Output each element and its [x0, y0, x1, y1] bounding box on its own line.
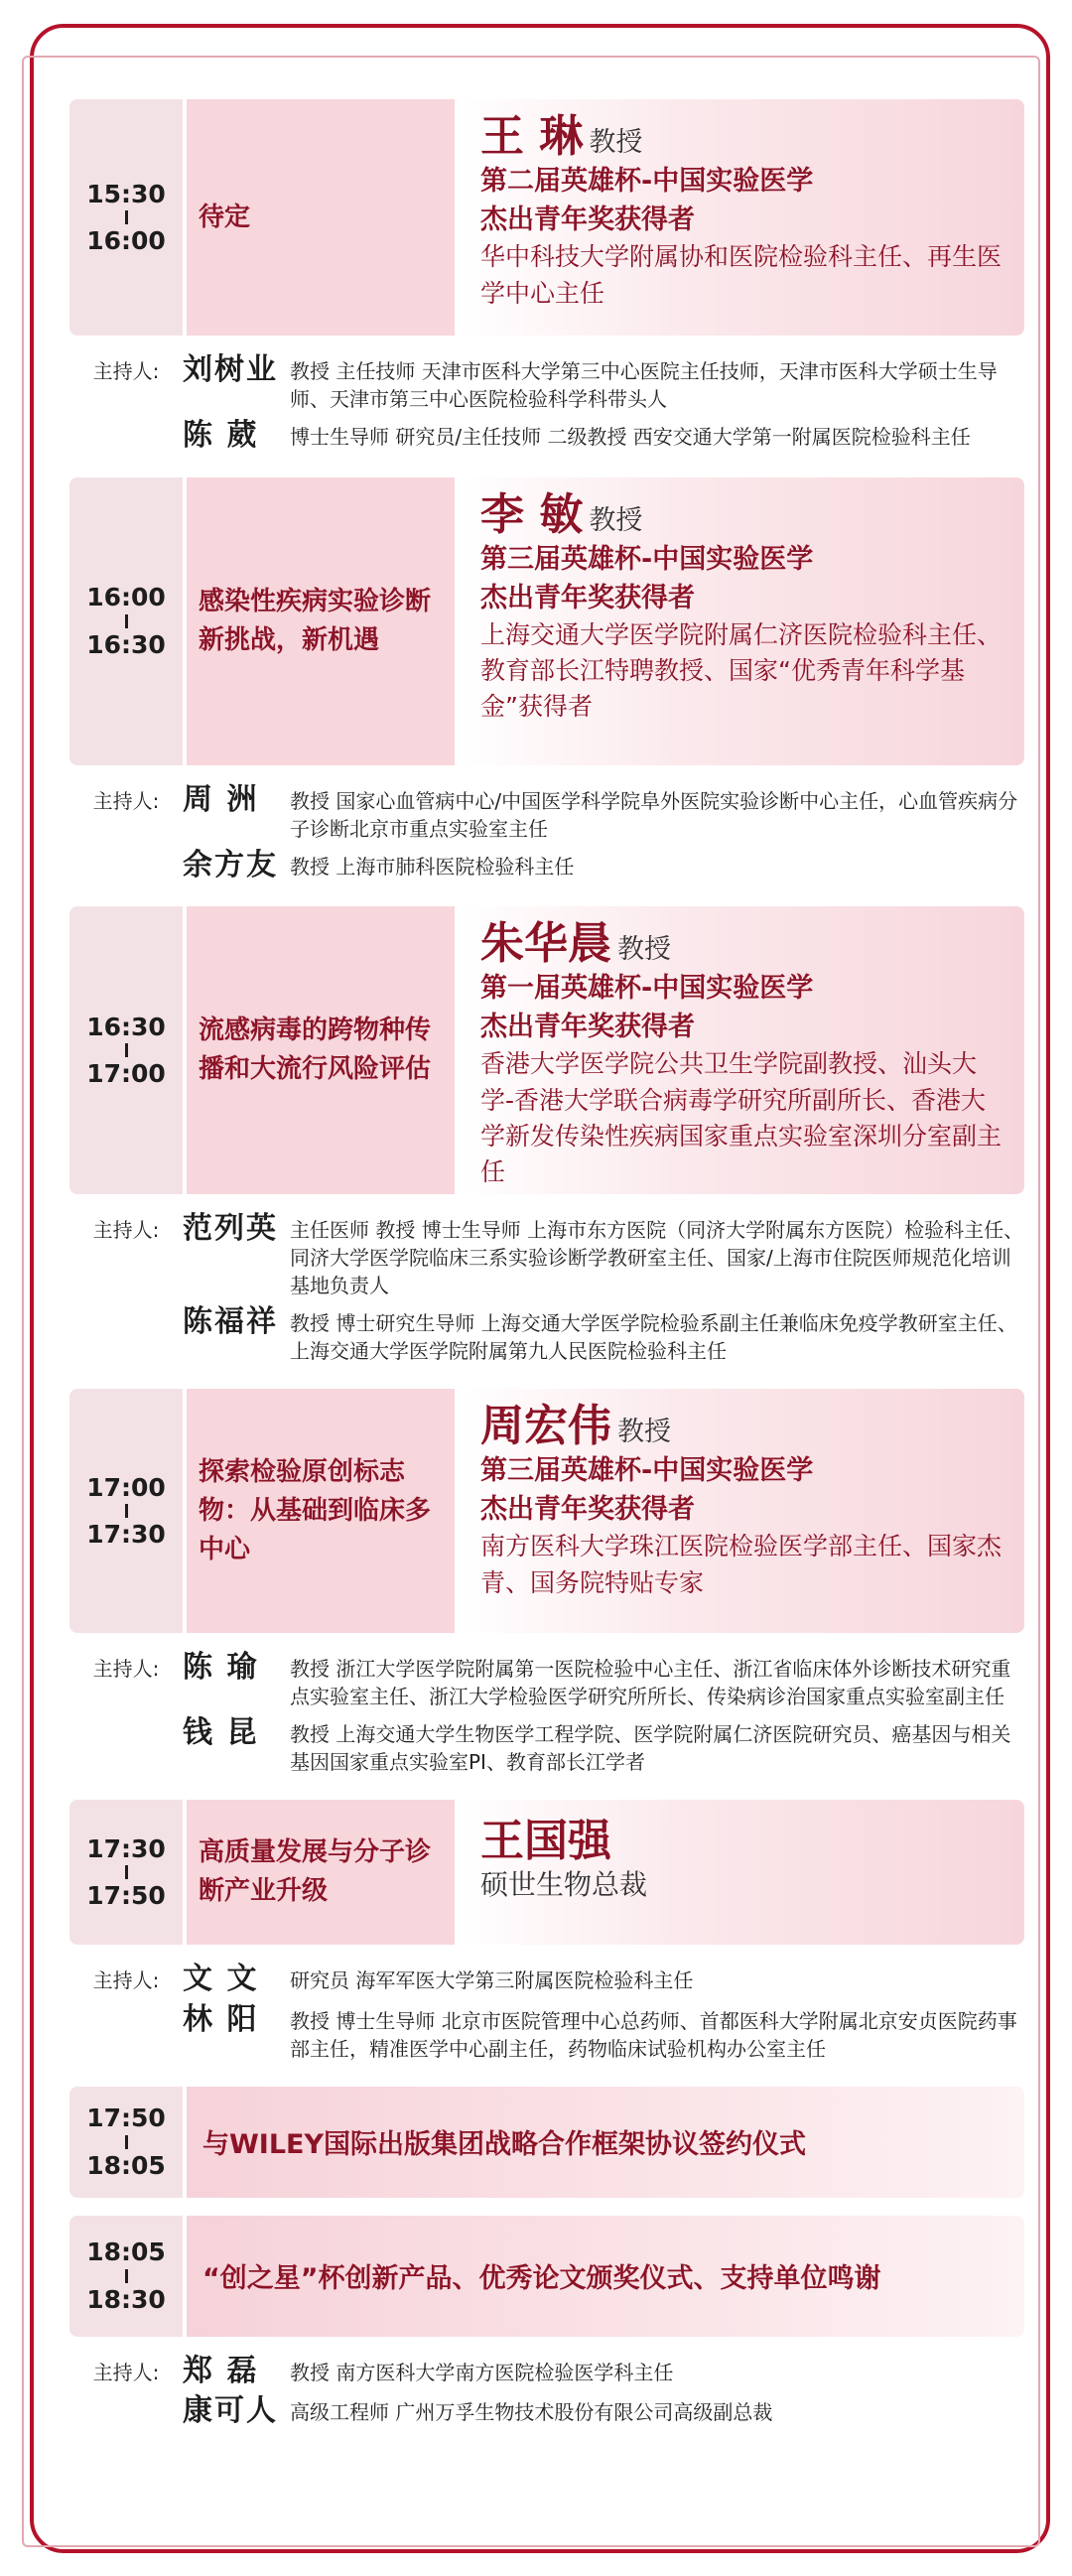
- host: [183, 783, 1024, 843]
- host: [183, 2355, 1024, 2389]
- session-time: 18:05 18:30: [69, 2216, 183, 2337]
- host-desc: 博士生导师 研究员/主任技师 二级教授 西安交通大学第一附属医院检验科主任: [290, 425, 971, 449]
- speaker-award: 第一届英雄杯-中国实验医学 杰出青年奖获得者: [480, 973, 814, 1043]
- host-desc: 教授 博士生导师 北京市医院管理中心总药师、首都医科大学附属北京安贞医院药事部主任，精准医学中心副主任，药物临床试验机构办公室主任: [290, 2008, 1017, 2061]
- session-topic: 感染性疾病实验诊断新挑战，新机遇: [187, 477, 455, 765]
- host-desc: 教授 南方医科大学南方医院检验医学科主任: [290, 2360, 674, 2384]
- host-desc: 教授 主任技师 天津市医科大学第三中心医院主任技师，天津市医科大学硕士生导师、天津市第三中心医院检验科学科带头人: [290, 359, 998, 411]
- session-3: [69, 906, 1024, 1194]
- wide-session-2: [69, 2216, 1024, 2337]
- speaker-award: 第三届英雄杯-中国实验医学 杰出青年奖获得者: [480, 543, 814, 613]
- hosts-label: 主持人:: [92, 1657, 160, 1681]
- session-time: 16:30 17:00: [69, 906, 183, 1194]
- session-topic: 待定: [187, 99, 455, 336]
- session-topic: 与WILEY国际出版集团战略合作框架协议签约仪式: [187, 2087, 1024, 2198]
- hosts-2: [69, 783, 1024, 889]
- host: [183, 2003, 1024, 2063]
- host-name: 文 文: [183, 1962, 259, 1996]
- speaker-affiliation: 硕世生物总裁: [480, 1868, 648, 1902]
- host: [183, 1651, 1024, 1710]
- host-desc: 教授 国家心血管病中心/中国医学科学院阜外医院实验诊断中心主任，心血管疾病分子诊断北京市重点实验室主任: [290, 788, 1018, 841]
- speaker-name: 朱华晨: [480, 918, 611, 969]
- host-desc: 高级工程师 广州万孚生物技术股份有限公司高级副总裁: [290, 2400, 773, 2424]
- host-desc: 教授 上海交通大学生物医学工程学院、医学院附属仁济医院研究员、癌基因与相关基因国家重点实验室PI、教育部长江学者: [290, 1722, 1011, 1774]
- speaker-affiliation: 华中科技大学附属协和医院检验科主任、再生医学中心主任: [480, 242, 1003, 308]
- hosts-final: [69, 2355, 1024, 2435]
- session-topic: 高质量发展与分子诊断产业升级: [187, 1800, 455, 1945]
- session-4: [69, 1389, 1024, 1633]
- speaker-name: 李 敏: [480, 488, 584, 540]
- speaker-block: [459, 1800, 1024, 1945]
- hosts-label: 主持人:: [92, 788, 160, 813]
- speaker-title: 教授: [589, 127, 643, 158]
- host: [183, 1212, 1024, 1299]
- host-name: 钱 昆: [183, 1715, 259, 1750]
- speaker-affiliation: 南方医科大学珠江医院检验医学部主任、国家杰青、国务院特贴专家: [480, 1532, 1003, 1597]
- host-name: 范列英: [183, 1211, 278, 1246]
- speaker-affiliation: 香港大学医学院公共卫生学院副教授、汕头大学-香港大学联合病毒学研究所副所长、香港大学新发传染性疾病国家重点实验室深圳分室副主任: [480, 1049, 1003, 1187]
- host-name: 陈 葳: [183, 418, 259, 453]
- session-topic: “创之星”杯创新产品、优秀论文颁奖仪式、支持单位鸣谢: [187, 2216, 1024, 2337]
- wide-session-1: [69, 2087, 1024, 2198]
- host: [183, 1963, 1024, 1997]
- session-time: 17:00 17:30: [69, 1389, 183, 1633]
- host: [183, 849, 1024, 883]
- speaker-name: 王 琳: [480, 111, 584, 162]
- hosts-label: 主持人:: [92, 1968, 160, 1992]
- speaker-block: [459, 1389, 1024, 1633]
- host-name: 陈福祥: [183, 1304, 278, 1339]
- host-name: 周 洲: [183, 781, 259, 817]
- host: [183, 2394, 1024, 2429]
- session-1: [69, 99, 1024, 336]
- host-desc: 研究员 海军军医大学第三附属医院检验科主任: [290, 1968, 694, 1992]
- speaker-award: 第三届英雄杯-中国实验医学 杰出青年奖获得者: [480, 1455, 814, 1526]
- host-desc: 主任医师 教授 博士生导师 上海市东方医院（同济大学附属东方医院）检验科主任、同济大学医学院临床三系实验诊断学教研室主任、国家/上海市住院医师规范化培训基地负责人: [290, 1218, 1024, 1297]
- speaker-affiliation: 上海交通大学医学院附属仁济医院检验科主任、教育部长江特聘教授、国家“优秀青年科学基金”获得者: [480, 619, 1003, 722]
- hosts-5: [69, 1963, 1024, 2069]
- host-desc: 教授 上海市肺科医院检验科主任: [290, 854, 575, 879]
- host-desc: 教授 博士研究生导师 上海交通大学医学院检验系副主任兼临床免疫学教研室主任、上海交通大学医学院附属第九人民医院检验科主任: [290, 1311, 1017, 1363]
- host: [183, 1716, 1024, 1776]
- speaker-block: [459, 477, 1024, 765]
- hosts-label: 主持人:: [92, 2360, 160, 2384]
- speaker-block: [459, 906, 1024, 1194]
- speaker-name: 王国强: [480, 1816, 611, 1866]
- session-time: 16:00 16:30: [69, 477, 183, 765]
- host-name: 林 阳: [183, 2001, 259, 2037]
- host-name: 郑 磊: [183, 2353, 259, 2388]
- agenda: [69, 99, 1024, 2453]
- session-topic: 探索检验原创标志物：从基础到临床多中心: [187, 1389, 455, 1633]
- hosts-label: 主持人:: [92, 1218, 160, 1242]
- hosts-1: [69, 353, 1024, 460]
- host-name: 刘树业: [183, 352, 278, 387]
- speaker-title: 教授: [617, 1417, 671, 1447]
- session-time: 17:30 17:50: [69, 1800, 183, 1945]
- hosts-4: [69, 1651, 1024, 1782]
- host-name: 康可人: [183, 2393, 278, 2428]
- host: [183, 353, 1024, 413]
- session-time: 17:50 18:05: [69, 2087, 183, 2198]
- speaker-name: 周宏伟: [480, 1401, 611, 1451]
- hosts-label: 主持人:: [92, 359, 160, 383]
- session-2: [69, 477, 1024, 765]
- speaker-award: 第二届英雄杯-中国实验医学 杰出青年奖获得者: [480, 166, 814, 236]
- hosts-3: [69, 1212, 1024, 1371]
- session-topic: 流感病毒的跨物种传播和大流行风险评估: [187, 906, 455, 1194]
- host-desc: 教授 浙江大学医学院附属第一医院检验中心主任、浙江省临床体外诊断技术研究重点实验室主任、浙江大学检验医学研究所所长、传染病诊治国家重点实验室副主任: [290, 1657, 1011, 1708]
- host-name: 余方友: [183, 847, 278, 882]
- session-time: 15:30 16:00: [69, 99, 183, 336]
- speaker-title: 教授: [589, 504, 643, 536]
- host-name: 陈 瑜: [183, 1650, 259, 1685]
- host: [183, 419, 1024, 454]
- speaker-block: [459, 99, 1024, 336]
- host: [183, 1305, 1024, 1365]
- speaker-title: 教授: [617, 934, 671, 965]
- session-5: [69, 1800, 1024, 1945]
